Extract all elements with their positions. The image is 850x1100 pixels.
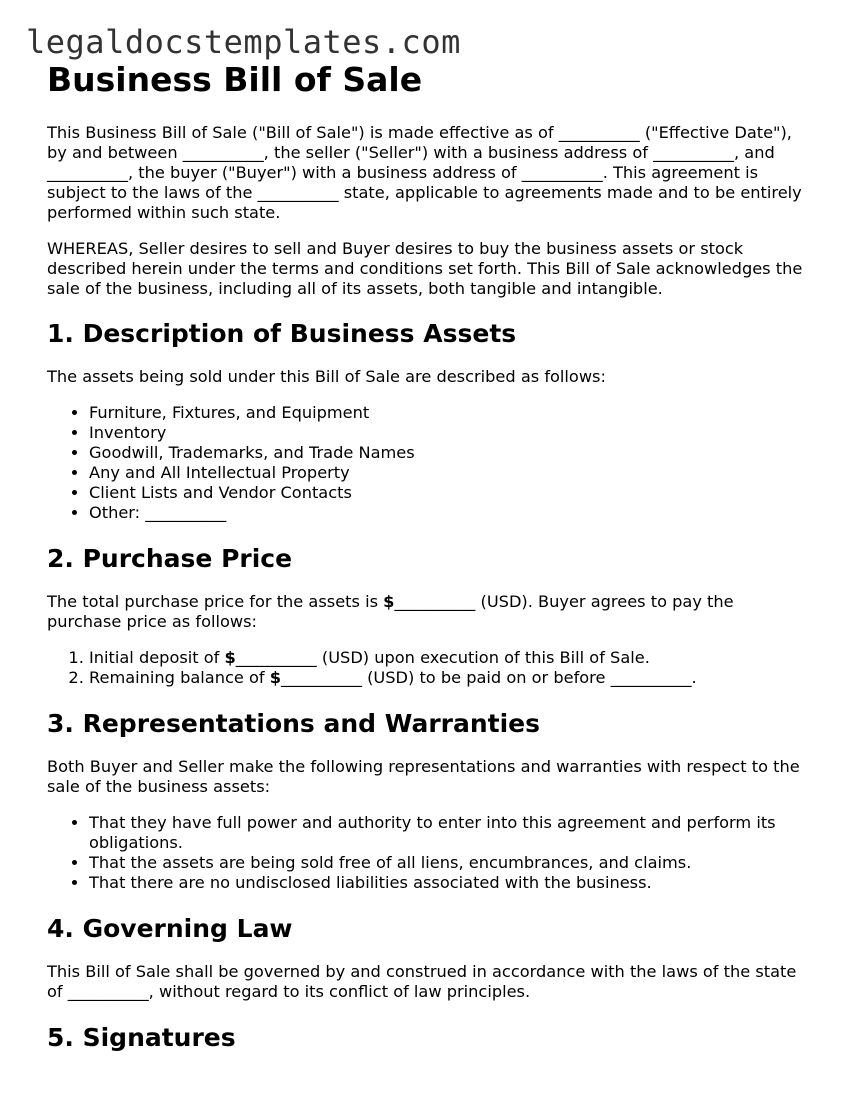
section-heading-law: 4. Governing Law [47, 914, 293, 943]
warranties-lead: Both Buyer and Seller make the following representations and warranties with respect to the sale of the business assets: [47, 757, 800, 796]
warranties-list [47, 813, 807, 893]
assets-list [47, 403, 807, 523]
list-item: • Other: __________ [89, 503, 807, 523]
watermark: legaldocstemplates.com [26, 23, 461, 61]
dollar-sign: $ [224, 648, 236, 667]
dollar-sign: $ [269, 668, 281, 687]
payment-text: Initial deposit of [89, 648, 225, 667]
whereas-paragraph: WHEREAS, Seller desires to sell and Buyer desires to buy the business assets or stock described herein under the terms and conditions set forth. This Bill of Sale acknowledges the sale of the business, including all of its assets, both tangible and intangible. [47, 239, 803, 298]
list-item [89, 668, 807, 688]
section-heading-price: 2. Purchase Price [47, 544, 293, 573]
list-item: • That they have full power and authority to enter into this agreement and perform its obligations. [89, 813, 807, 853]
list-item [89, 648, 807, 668]
price-lead-rest: __________ (USD). Buyer agrees to pay the purchase price as follows: [47, 592, 734, 631]
intro-paragraph: This Business Bill of Sale ("Bill of Sale") is made effective as of __________ ("Effective Date"), by and between __________, the seller ("Seller") with a business address of __________, and __________, the buyer ("Buyer") with a business address of __________. This agreement is subject to the laws of the __________ state, applicable to agreements made and to be entirely performed within such state. [47, 123, 802, 222]
payment-rest: __________ (USD) to be paid on or before __________. [281, 668, 697, 687]
document [47, 58, 807, 1055]
list-item: • Client Lists and Vendor Contacts [89, 483, 807, 503]
payment-rest: __________ (USD) upon execution of this Bill of Sale. [235, 648, 650, 667]
law-paragraph: This Bill of Sale shall be governed by and construed in accordance with the laws of the state of __________, without regard to its conflict of law principles. [47, 962, 797, 1001]
price-lead-text: The total purchase price for the assets is [47, 592, 384, 611]
payment-list [47, 648, 807, 688]
list-item: • Furniture, Fixtures, and Equipment [89, 403, 807, 423]
list-item: • Inventory [89, 423, 807, 443]
list-item: • That there are no undisclosed liabilities associated with the business. [89, 873, 807, 893]
dollar-sign: $ [383, 592, 395, 611]
document-title: Business Bill of Sale [47, 60, 423, 99]
list-item: • Goodwill, Trademarks, and Trade Names [89, 443, 807, 463]
list-item: • That the assets are being sold free of all liens, encumbrances, and claims. [89, 853, 807, 873]
payment-text: Remaining balance of [89, 668, 270, 687]
assets-lead: The assets being sold under this Bill of Sale are described as follows: [47, 367, 606, 386]
section-heading-signatures: 5. Signatures [47, 1023, 236, 1052]
price-lead [47, 592, 807, 632]
list-item: • Any and All Intellectual Property [89, 463, 807, 483]
section-heading-assets: 1. Description of Business Assets [47, 319, 517, 348]
section-heading-warranties: 3. Representations and Warranties [47, 709, 541, 738]
